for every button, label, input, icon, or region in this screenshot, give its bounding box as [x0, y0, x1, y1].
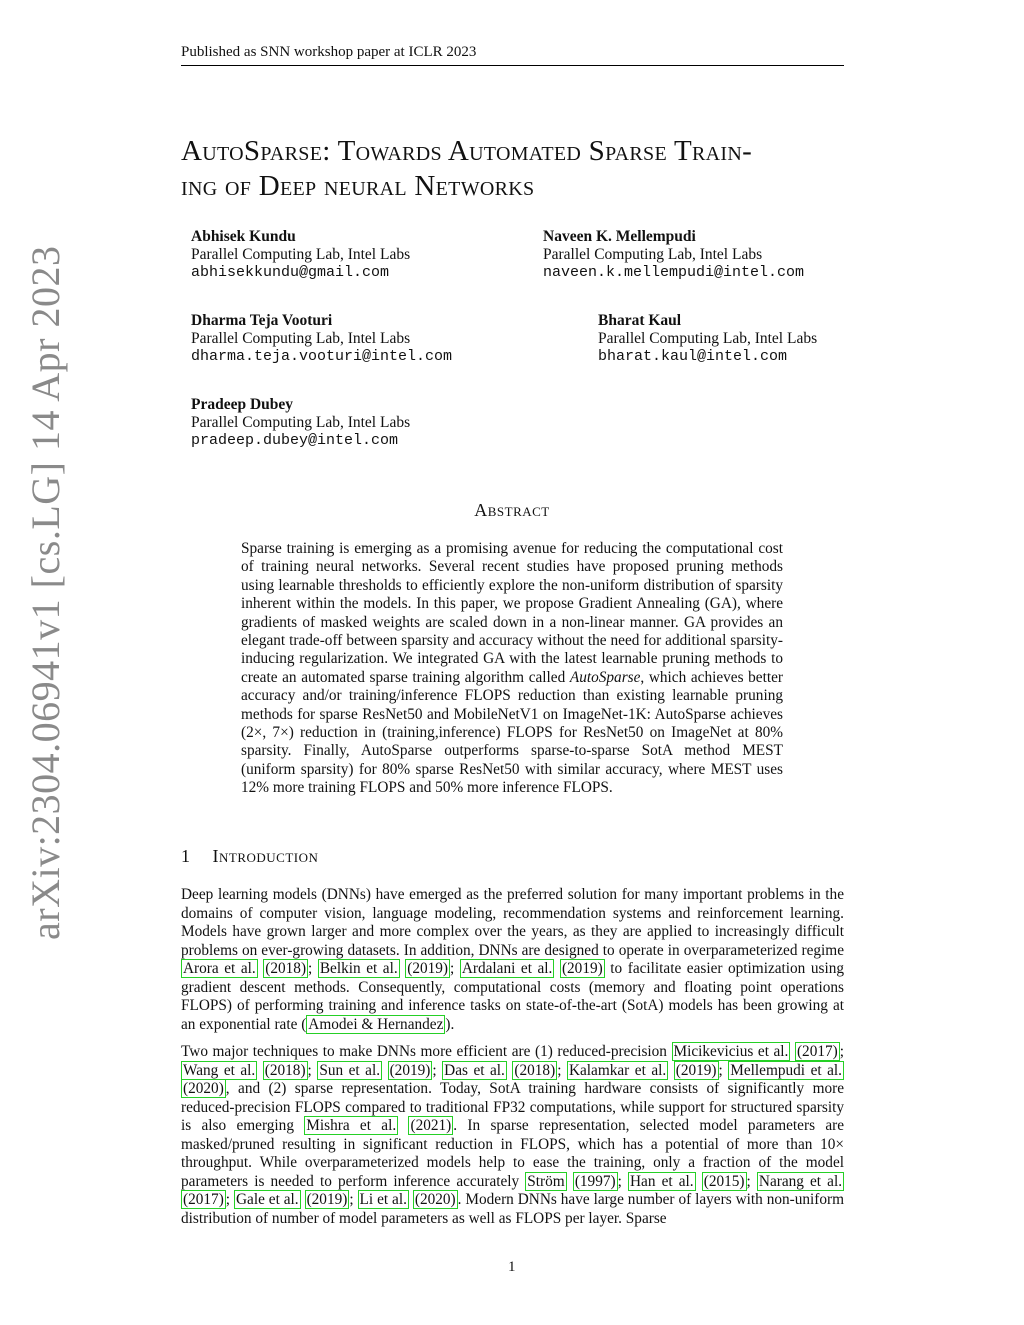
author-email[interactable]: abhisekkundu@gmail.com: [191, 264, 390, 281]
paragraph-text: ;: [557, 1061, 567, 1079]
author-name: Bharat Kaul: [598, 312, 682, 329]
paragraph-text: [567, 1173, 573, 1190]
intro-paragraph-2: [181, 1043, 844, 1228]
author-affiliation: Parallel Computing Lab, Intel Labs: [191, 414, 411, 431]
author-name: Naveen K. Mellempudi: [543, 228, 696, 245]
paragraph-text: ;: [308, 960, 318, 977]
paragraph-text: ;: [617, 1172, 628, 1190]
abstract-method-name: AutoSparse: [569, 668, 641, 686]
citation-link[interactable]: (2019): [675, 1061, 717, 1079]
paragraph-text: , and (2) sparse representation. Today, SotA training hardware consists of significantly more reduced-precision FLOPS compared to traditional FP32 computations, while support for structured sparsity is also emerging: [181, 1080, 844, 1134]
abstract-text: [241, 540, 783, 798]
citation-link[interactable]: Li et al.: [359, 1191, 407, 1208]
section-heading: [181, 846, 318, 867]
running-header: Published as SNN workshop paper at ICLR 2023: [181, 44, 477, 60]
page-number: 1: [508, 1259, 516, 1275]
author-affiliation: Parallel Computing Lab, Intel Labs: [598, 330, 818, 347]
paper-title-line-1: AutoSparse: Towards Automated Sparse Train-: [181, 135, 753, 167]
paragraph-text: [696, 1173, 702, 1190]
paragraph-text: ;: [307, 1061, 318, 1079]
author-email[interactable]: naveen.k.mellempudi@intel.com: [543, 264, 805, 281]
author-email[interactable]: pradeep.dubey@intel.com: [191, 432, 399, 449]
paragraph-text: ;: [450, 960, 460, 977]
paragraph-text: ;: [718, 1061, 729, 1079]
author-affiliation: Parallel Computing Lab, Intel Labs: [191, 246, 411, 263]
abstract-text-part: , which achieves better accuracy and/or training/inference FLOPS reduction than existing learnable pruning methods for sparse ResNet50 and MobileNetV1 on ImageNet-1K: AutoSparse achieves (2×, 7×) reduction in (training,inference) FLOPS for ResNet50 on ImageNet at 80% sparsity. Finally, AutoSparse outperforms sparse-to-sparse SotA method MEST (uniform sparsity) for 80% sparse ResNet50 with similar accuracy, where MEST uses 12% more training FLOPS and 50% more inference FLOPS.: [241, 668, 783, 797]
arxiv-identifier: arXiv:2304.06941v1 [cs.LG] 14 Apr 2023: [23, 245, 68, 940]
paragraph-text: ).: [445, 1015, 455, 1033]
citation-link[interactable]: (2019): [561, 960, 603, 977]
paragraph-text: Two major techniques to make DNNs more efficient are (1) reduced-precision: [181, 1043, 672, 1060]
paragraph-text: [398, 1117, 408, 1134]
abstract-text-part: Sparse training is emerging as a promising avenue for reducing the computational cost of training neural networks. Several recent studies have proposed pruning methods using learnable thresholds to efficiently explore the non-uniform distribution of sparsity inherent within the models. In this paper, we propose Gradient Annealing (GA), where gradients of masked weights are scaled down in a non-linear manner. GA provides an elegant trade-off between sparsity and accuracy without the need for additional sparsity-inducing regularization. We integrated GA with the latest learnable pruning methods to create an automated sparse training algorithm called: [241, 540, 783, 686]
paragraph-text: [301, 1191, 305, 1208]
paragraph-text: ;: [225, 1191, 234, 1208]
citation-link[interactable]: Belkin et al.: [319, 960, 398, 977]
citation-link[interactable]: Amodei & Hernandez: [308, 1015, 444, 1033]
citation-link[interactable]: Sun et al.: [319, 1061, 381, 1079]
author-affiliation: Parallel Computing Lab, Intel Labs: [543, 246, 763, 263]
citation-link[interactable]: (2015): [703, 1172, 745, 1190]
abstract-heading: Abstract: [474, 500, 550, 520]
citation-link[interactable]: (2018): [265, 960, 307, 977]
citation-link[interactable]: (2017): [183, 1191, 224, 1208]
paragraph-text: Deep learning models (DNNs) have emerged as the preferred solution for many important problems in the domains of computer vision, language modeling, recommendation systems and reinforcement learning. Models have grown larger and more complex over the years, as they are applied to increasingly difficult problems on ever-growing datasets. In addition, DNNs are designed to operate in overparameterized regime: [181, 886, 844, 959]
author-affiliation: Parallel Computing Lab, Intel Labs: [191, 330, 411, 347]
author-name: Pradeep Dubey: [191, 396, 294, 413]
citation-link[interactable]: Das et al.: [444, 1061, 505, 1079]
paragraph-text: . In sparse representation, selected model parameters are masked/pruned resulting in significant reduction in FLOPS, which has a potential of more than 10× throughput. While overparameterized models help to ease the training, only a fraction of the model parameters is needed to perform inference accurately: [181, 1117, 845, 1190]
citation-link[interactable]: (2020): [183, 1080, 224, 1097]
paragraph-text: to facilitate easier optimization using gradient descent methods. Consequently, computational costs (memory and floating point operations FLOPS) of performing training and inference tasks on state-of-the-art (SotA) models has been growing at an exponential rate (: [181, 960, 845, 1033]
author-block: [191, 228, 410, 282]
author-block: [191, 312, 452, 366]
citation-link[interactable]: (1997): [574, 1172, 616, 1190]
citation-link[interactable]: (2019): [306, 1191, 348, 1208]
citation-link[interactable]: Mellempudi et al.: [730, 1061, 842, 1079]
citation-link[interactable]: Narang et al.: [758, 1172, 843, 1190]
citation-link[interactable]: (2017): [796, 1043, 838, 1060]
citation-link[interactable]: (2020): [414, 1191, 456, 1208]
paragraph-text: [257, 1062, 263, 1079]
author-email[interactable]: bharat.kaul@intel.com: [598, 348, 788, 365]
paragraph-text: ;: [839, 1043, 844, 1060]
author-email[interactable]: dharma.teja.vooturi@intel.com: [191, 348, 453, 365]
intro-paragraph-1: [181, 886, 844, 1034]
paragraph-text: [668, 1062, 674, 1079]
author-name: Dharma Teja Vooturi: [191, 312, 333, 329]
citation-link[interactable]: Ardalani et al.: [461, 960, 553, 977]
citation-link[interactable]: Ström: [527, 1172, 565, 1190]
citation-link[interactable]: Gale et al.: [235, 1191, 299, 1208]
citation-link[interactable]: Micikevicius et al.: [673, 1043, 789, 1060]
citation-link[interactable]: (2018): [514, 1061, 556, 1079]
section-title: Introduction: [212, 846, 319, 866]
paragraph-text: [382, 1062, 388, 1079]
author-block: [191, 396, 410, 450]
citation-link[interactable]: (2018): [264, 1061, 306, 1079]
section-number: 1: [181, 846, 191, 866]
citation-link[interactable]: Wang et al.: [183, 1061, 256, 1079]
paragraph-text: ;: [432, 1061, 443, 1079]
author-name: Abhisek Kundu: [191, 228, 296, 245]
citation-link[interactable]: Arora et al.: [183, 960, 256, 977]
header-rule: [181, 65, 844, 66]
citation-link[interactable]: (2021): [410, 1117, 452, 1134]
author-block: [543, 228, 804, 282]
paper-title-line-2: ing of Deep neural Networks: [181, 170, 535, 202]
citation-link[interactable]: Han et al.: [629, 1172, 694, 1190]
citation-link[interactable]: (2019): [389, 1061, 431, 1079]
paragraph-text: . Modern DNNs have large number of layers with non-uniform distribution of number of model parameters as well as FLOPS per layer. Sparse: [181, 1191, 845, 1227]
paragraph-text: ;: [349, 1191, 358, 1208]
citation-link[interactable]: Mishra et al.: [306, 1117, 397, 1134]
citation-link[interactable]: Kalamkar et al.: [568, 1061, 667, 1079]
paragraph-text: ;: [746, 1172, 757, 1190]
author-block: [598, 312, 817, 366]
citation-link[interactable]: (2019): [407, 960, 449, 977]
